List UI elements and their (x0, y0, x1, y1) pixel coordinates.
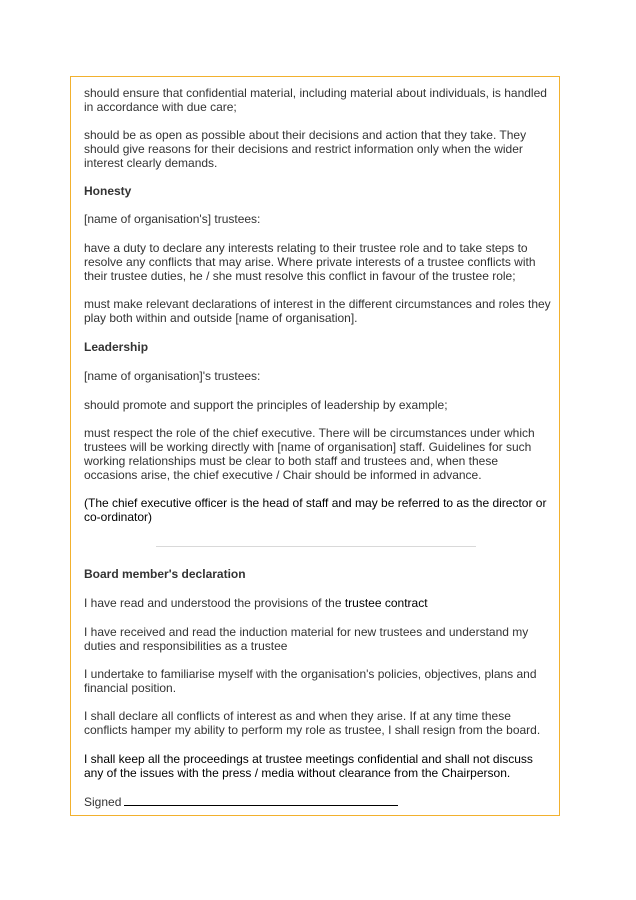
heading-leadership: Leadership (84, 340, 149, 354)
signature-row (84, 794, 554, 809)
heading-honesty: Honesty (84, 184, 132, 198)
paragraph-confidential-material: should ensure that confidential material, including material about individuals, is handled in accordance with due care; (84, 86, 547, 114)
declaration-confidential-proceedings: I shall keep all the proceedings at trustee meetings confidential and shall not discuss any of the issues with the press / media without clearance from the Chairperson. (84, 752, 533, 780)
declaration-induction-material: I have received and read the induction material for new trustees and understand my duties and responsibilities as a trustee (84, 625, 529, 653)
declaration-conflicts: I shall declare all conflicts of interest as and when they arise. If at any time these conflicts hamper my ability to perform my role as trustee, I shall resign from the board. (84, 709, 541, 737)
section-divider (156, 546, 476, 547)
paragraph-leadership-promote: should promote and support the principles of leadership by example; (84, 398, 448, 412)
paragraph-leadership-chief-executive: must respect the role of the chief executive. There will be circumstances under which trustees will be working directly with [name of organisation] staff. Guidelines for such working relationships must be clear to both staff and trustees and, when these occasions arise, the chief executive / Chair should be informed in advance. (84, 426, 535, 482)
paragraph-honesty-declare: have a duty to declare any interests relating to their trustee role and to take steps to resolve any conflicts that may arise. Where private interests of a trustee conflicts with their trustee duties, he / she must resolve this conflict in favour of the trustee role; (84, 241, 536, 283)
paragraph-honesty-intro: [name of organisation's] trustees: (84, 212, 261, 226)
declaration-read-contract (84, 596, 554, 610)
paragraph-open-decisions: should be as open as possible about their decisions and action that they take. They should give reasons for their decisions and restrict information only when the wider interest clearly demands. (84, 128, 527, 170)
declaration-read-contract-text: I have read and understood the provisions of the (84, 596, 345, 610)
signature-line[interactable] (124, 794, 398, 806)
paragraph-honesty-relevant: must make relevant declarations of interest in the different circumstances and roles they play both within and outside [name of organisation]. (84, 297, 551, 325)
heading-board-member-declaration: Board member's declaration (84, 567, 246, 581)
paragraph-leadership-intro: [name of organisation]'s trustees: (84, 369, 261, 383)
declaration-familiarise: I undertake to familiarise myself with the organisation's policies, objectives, plans and financial position. (84, 667, 537, 695)
signed-label: Signed (84, 795, 122, 809)
trustee-contract-text: trustee contract (344, 596, 428, 610)
paragraph-chief-executive-note: (The chief executive officer is the head of staff and may be referred to as the director or co-ordinator) (84, 496, 547, 524)
